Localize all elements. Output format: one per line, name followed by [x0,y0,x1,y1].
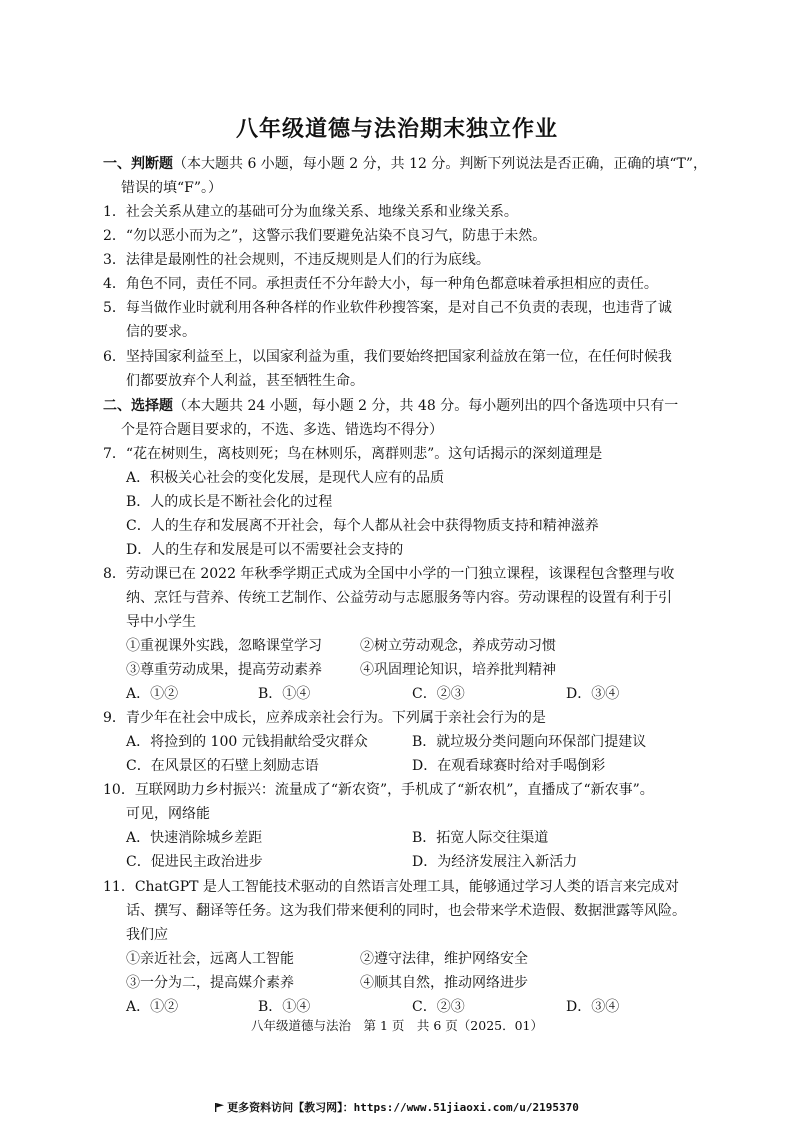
question-8-option-c: C．②③ [412,686,465,702]
question-11-statement-1: ①亲近社会，远离人工智能 [126,951,294,967]
question-10-line2: 可见，网络能 [126,806,210,822]
question-10-option-b: B．拓宽人际交往渠道 [412,830,549,846]
question-7-option-b: B．人的成长是不断社会化的过程 [126,494,333,510]
section2-header [103,396,678,416]
question-9-option-c: C．在风景区的石壁上刻励志语 [126,758,319,774]
section1-heading: 一、判断题 [103,156,173,172]
section1-header [103,154,707,174]
question-11-statement-4: ④顺其自然，推动网络进步 [360,975,528,991]
question-10-option-c: C．促进民主政治进步 [126,854,263,870]
question-7-option-a: A．积极关心社会的变化发展，是现代人应有的品质 [126,470,445,486]
question-11-line3: 我们应 [126,927,168,943]
question-2: 2．“勿以恶小而为之”，这警示我们要避免沾染不良习气，防患于未然。 [103,228,547,244]
section1-desc-line2: 错误的填“F”。） [121,180,223,196]
question-6-line1: 6．坚持国家利益至上，以国家利益为重，我们要始终把国家利益放在第一位，在任何时候我 [103,349,672,365]
question-10-line1: 10．互联网助力乡村振兴：流量成了“新农资”，手机成了“新农机”，直播成了“新农事”。 [103,782,654,798]
question-11-line2: 话、撰写、翻译等任务。这为我们带来便利的同时，也会带来学术造假、数据泄露等风险。 [126,903,686,919]
question-9-stem: 9．青少年在社会中成长，应养成亲社会行为。下列属于亲社会行为的是 [103,710,546,726]
page-title: 八年级道德与法治期末独立作业 [235,116,558,142]
flag-icon [215,1103,224,1112]
question-11-option-a: A．①② [126,999,179,1015]
question-10-option-d: D．为经济发展注入新活力 [412,854,578,870]
question-4: 4．角色不同，责任不同。承担责任不分年龄大小，每一种角色都意味着承担相应的责任。 [103,276,658,292]
question-11-option-c: C．②③ [412,999,465,1015]
question-8-line3: 导中小学生 [126,614,196,630]
question-5-line1: 5．每当做作业时就利用各种各样的作业软件秒搜答案，是对自己不负责的表现，也违背了诚 [103,300,672,316]
question-9-option-a: A．将捡到的 100 元钱捐献给受灾群众 [126,734,368,750]
question-8-statement-2: ②树立劳动观念，养成劳动习惯 [360,638,556,654]
question-5-line2: 信的要求。 [126,324,196,340]
question-8-option-b: B．①④ [258,686,311,702]
question-9-option-b: B．就垃圾分类问题向环保部门提建议 [412,734,647,750]
question-8-statement-4: ④巩固理论知识，培养批判精神 [360,662,556,678]
page-footer: 八年级道德与法治 第 1 页 共 6 页（2025．01） [250,1018,544,1033]
section2-desc-line1: （本大题共 24 小题，每小题 2 分，共 48 分。每小题列出的四个备选项中只有一 [173,398,679,414]
question-11-option-b: B．①④ [258,999,311,1015]
question-7-option-c: C．人的生存和发展离不开社会，每个人都从社会中获得物质支持和精神滋养 [126,518,599,534]
section1-desc-line1: （本大题共 6 小题，每小题 2 分，共 12 分。判断下列说法是否正确，正确的填“T”， [173,156,707,172]
question-8-line2: 纳、烹饪与营养、传统工艺制作、公益劳动与志愿服务等内容。劳动课程的设置有利于引 [126,590,672,606]
question-6-line2: 们都要放弃个人利益，甚至牺牲生命。 [126,373,364,389]
question-7-option-d: D．人的生存和发展是可以不需要社会支持的 [126,542,404,558]
question-8-option-a: A．①② [126,686,179,702]
question-11-option-d: D．③④ [566,999,620,1015]
section2-heading: 二、选择题 [103,398,173,414]
question-8-statement-1: ①重视课外实践，忽略课堂学习 [126,638,322,654]
resource-link[interactable] [0,1099,794,1115]
question-8-option-d: D．③④ [566,686,620,702]
question-11-statement-3: ③一分为二，提高媒介素养 [126,975,294,991]
resource-link-text[interactable]: 更多资料访问【教习网】：https://www.51jiaoxi.com/u/2195370 [227,1101,579,1114]
question-11-statement-2: ②遵守法律，维护网络安全 [360,951,528,967]
question-10-option-a: A．快速消除城乡差距 [126,830,263,846]
question-7-stem: 7．“花在树则生，离枝则死；鸟在林则乐，离群则悲”。这句话揭示的深刻道理是 [103,446,603,462]
question-3: 3．法律是最刚性的社会规则，不违反规则是人们的行为底线。 [103,252,490,268]
question-11-line1: 11．ChatGPT 是人工智能技术驱动的自然语言处理工具，能够通过学习人类的语言来完成对 [103,879,679,895]
question-1: 1．社会关系从建立的基础可分为血缘关系、地缘关系和业缘关系。 [103,204,518,220]
question-8-statement-3: ③尊重劳动成果，提高劳动素养 [126,662,322,678]
question-8-line1: 8．劳动课已在 2022 年秋季学期正式成为全国中小学的一门独立课程，该课程包含整理与收 [103,566,675,582]
section2-desc-line2: 个是符合题目要求的，不选、多选、错选均不得分） [121,422,443,438]
question-9-option-d: D．在观看球赛时给对手喝倒彩 [412,758,606,774]
